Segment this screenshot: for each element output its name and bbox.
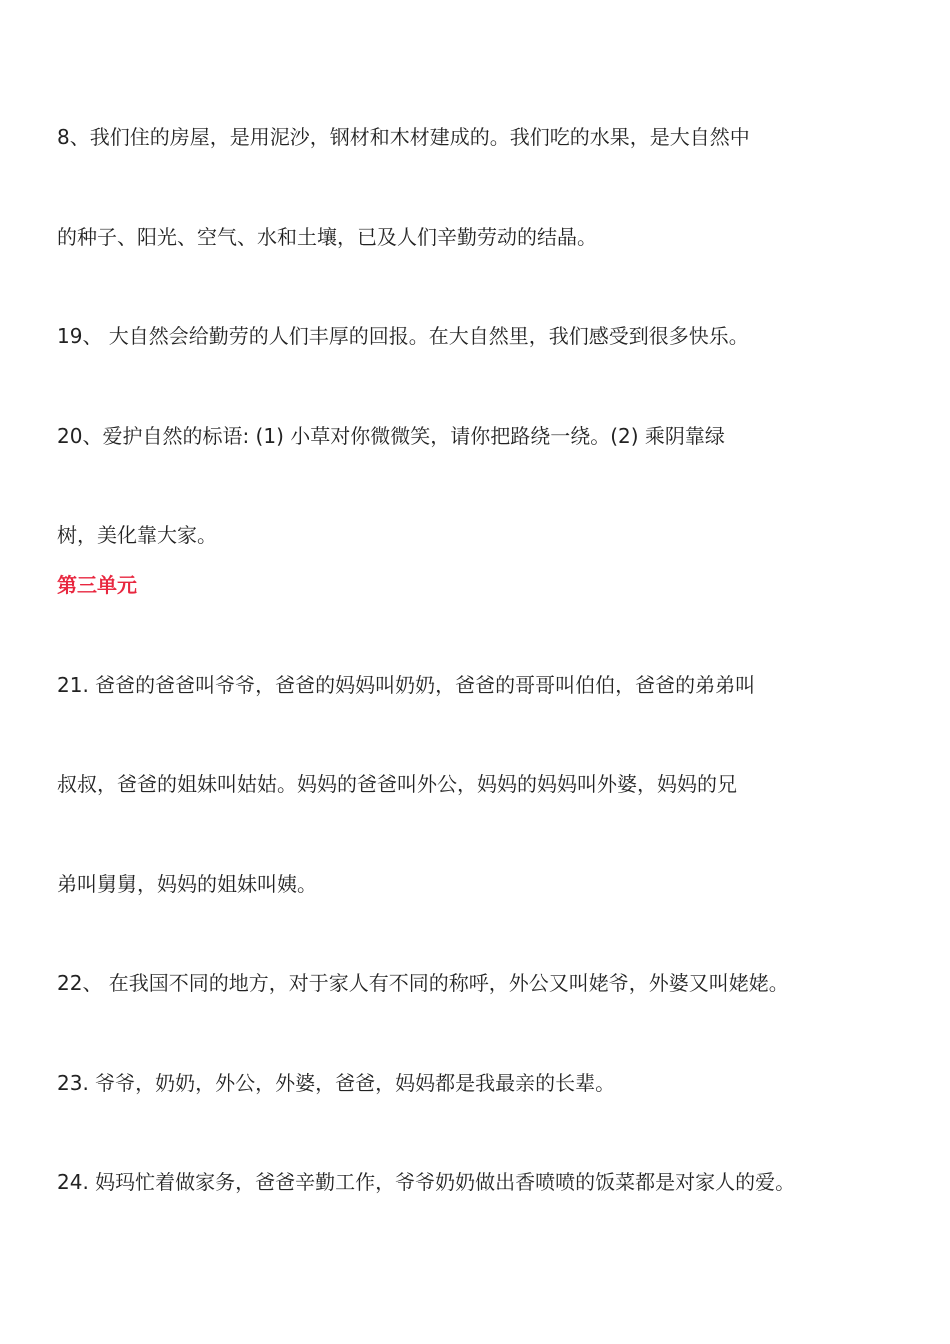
text-line-item-23: 23. 爷爷，奶奶，外公，外婆，爸爸，妈妈都是我最亲的长辈。 (57, 1071, 616, 1095)
text-line-item-20: 20、爱护自然的标语: (1) 小草对你微微笑，请你把路绕一绕。(2) 乘阴靠绿 (57, 424, 725, 448)
text-line-item-19: 19、 大自然会给勤劳的人们丰厚的回报。在大自然里，我们感受到很多快乐。 (57, 324, 749, 348)
text-line-item-21: 21. 爸爸的爸爸叫爷爷，爸爸的妈妈叫奶奶，爸爸的哥哥叫伯伯，爸爸的弟弟叫 (57, 673, 756, 697)
text-line-item-8: 8、我们住的房屋，是用泥沙，钢材和木材建成的。我们吃的水果，是大自然中 (57, 125, 750, 149)
text-line-item-20-cont: 树，美化靠大家。 (57, 523, 217, 547)
section-heading-unit-3: 第三单元 (57, 573, 137, 597)
text-line-item-24: 24. 妈玛忙着做家务，爸爸辛勤工作，爷爷奶奶做出香喷喷的饭菜都是对家人的爱。 (57, 1170, 796, 1194)
text-line-item-22: 22、 在我国不同的地方，对于家人有不同的称呼，外公又叫姥爷，外婆又叫姥姥。 (57, 971, 789, 995)
text-line-item-21-cont-2: 弟叫舅舅，妈妈的姐妹叫姨。 (57, 872, 317, 896)
text-line-item-8-cont: 的种子、阳光、空气、水和土壤，已及人们辛勤劳动的结晶。 (57, 225, 597, 249)
text-line-item-21-cont-1: 叔叔，爸爸的姐妹叫姑姑。妈妈的爸爸叫外公，妈妈的妈妈叫外婆，妈妈的兄 (57, 772, 737, 796)
